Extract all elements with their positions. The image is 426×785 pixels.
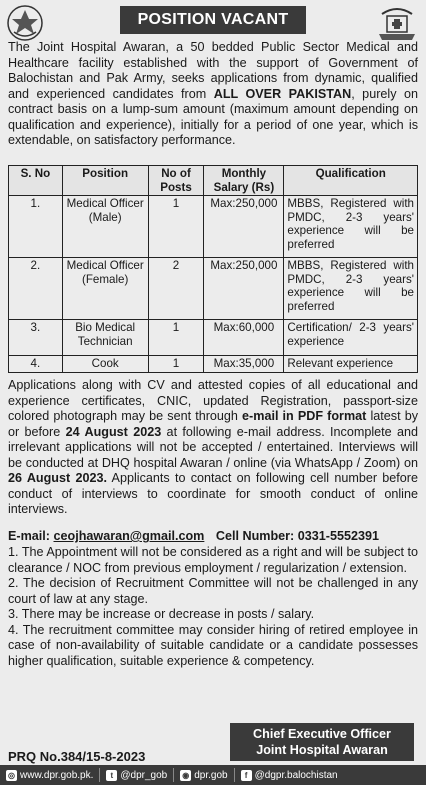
- header-salary: Monthly Salary (Rs): [204, 166, 284, 196]
- intro-text-2: , purely on contract basis on a lump-sum amount (maximum amount depending on qualification and experience), initially for a period of one year, which is extendable, on satisfactory performance.: [8, 86, 418, 147]
- intro-emphasis: ALL OVER PAKISTAN: [213, 86, 352, 101]
- intro-paragraph: [8, 40, 418, 149]
- header: [0, 3, 426, 43]
- cell-posts: 1: [148, 196, 204, 258]
- cell-position: Medical Officer (Female): [62, 258, 148, 320]
- contact-line: [8, 529, 418, 545]
- instagram-handle: dpr.gob: [194, 769, 228, 781]
- cell-position: Medical Officer (Male): [62, 196, 148, 258]
- table-row: [9, 320, 418, 356]
- signatory-title: Chief Executive Officer: [253, 727, 391, 741]
- footer-twitter[interactable]: [100, 768, 174, 782]
- cell-qualification: MBBS, Registered with PMDC, 2-3 years' experience will be preferred: [284, 258, 418, 320]
- apply-interview-date: 26 August 2023.: [8, 471, 107, 485]
- cell-salary: Max:35,000: [204, 356, 284, 373]
- signatory-org: Joint Hospital Awaran: [256, 743, 388, 757]
- hospital-logo-icon: [374, 4, 420, 42]
- cell-posts: 1: [148, 320, 204, 356]
- footer-bar: [0, 765, 426, 785]
- facebook-icon: f: [241, 770, 252, 781]
- footer-facebook[interactable]: [235, 768, 344, 782]
- cell-qualification: Certification/ 2-3 years' experience: [284, 320, 418, 356]
- positions-table: [8, 165, 418, 373]
- cell-qualification: Relevant experience: [284, 356, 418, 373]
- twitter-handle: @dpr_gob: [120, 769, 168, 781]
- apply-text-4: Applicants to contact on following cell number before conduct of interviews to coordinate for smooth conduct of online interviews.: [8, 471, 418, 516]
- cell-qualification: MBBS, Registered with PMDC, 2-3 years' experience will be preferred: [284, 196, 418, 258]
- footer-instagram[interactable]: [174, 768, 234, 782]
- table-row: [9, 258, 418, 320]
- header-sno: S. No: [9, 166, 63, 196]
- cell-posts: 2: [148, 258, 204, 320]
- table-row: [9, 196, 418, 258]
- website-text: www.dpr.gob.pk.: [20, 769, 94, 781]
- apply-deadline: 24 August 2023: [65, 424, 162, 439]
- cell-position: Bio Medical Technician: [62, 320, 148, 356]
- apply-text-3: at following e-mail address. Incomplete and irrelevant applications will not be accepted / entertained. Interviews will be conducted at DHQ hospital Awaran / online (via WhatsApp / Zoom) on: [8, 424, 418, 470]
- cell-sno: 3.: [9, 320, 63, 356]
- apply-text-2: latest by or before: [8, 409, 418, 439]
- footer-website[interactable]: [0, 768, 100, 782]
- cell-salary: Max:60,000: [204, 320, 284, 356]
- cell-sno: 4.: [9, 356, 63, 373]
- email-link[interactable]: ceojhawaran@gmail.com: [53, 529, 205, 543]
- note-item: 2. The decision of Recruitment Committee will not be challenged in any court of law at any stage.: [8, 576, 418, 606]
- email-label: E-mail:: [8, 529, 54, 543]
- government-emblem-icon: [6, 4, 44, 42]
- note-item: 3. There may be increase or decrease in posts / salary.: [8, 607, 315, 621]
- note-item: 4. The recruitment committee may consider hiring of retired employee in case of non-availability of suitable candidate or a candidate possesses higher qualification, suitable experience & competency.: [8, 622, 418, 668]
- header-position: Position: [62, 166, 148, 196]
- note-item: 1. The Appointment will not be considered as a right and will be subject to clearance / NOC from previous employment / regularization / extension.: [8, 545, 418, 575]
- cell-number: 0331-5552391: [297, 529, 379, 543]
- header-qualification: Qualification: [284, 166, 418, 196]
- notes-list: [8, 545, 418, 669]
- cell-position: Cook: [62, 356, 148, 373]
- table-header-row: [9, 166, 418, 196]
- application-instructions: [8, 378, 418, 518]
- cell-posts: 1: [148, 356, 204, 373]
- cell-sno: 1.: [9, 196, 63, 258]
- apply-email-format: e-mail in PDF format: [242, 409, 367, 423]
- cell-label: Cell Number:: [215, 529, 298, 543]
- instagram-icon: ◉: [180, 770, 191, 781]
- cell-sno: 2.: [9, 258, 63, 320]
- twitter-icon: t: [106, 770, 117, 781]
- cell-salary: Max:250,000: [204, 258, 284, 320]
- cell-salary: Max:250,000: [204, 196, 284, 258]
- page-title: POSITION VACANT: [120, 6, 306, 34]
- header-posts: No of Posts: [148, 166, 204, 196]
- globe-icon: ◎: [6, 770, 17, 781]
- apply-text-1: Applications along with CV and attested copies of all educational and experience certificates, CNIC, updated Registration, passport-size colored photograph may be sent through: [8, 378, 418, 423]
- facebook-handle: @dgpr.balochistan: [254, 769, 338, 781]
- table-row: [9, 356, 418, 373]
- signatory-box: [230, 723, 414, 761]
- intro-text-1: The Joint Hospital Awaran, a 50 bedded Public Sector Medical and Healthcare facility established with the support of Government of Balochistan and Pak Army, seeks applications from dynamic, qualified and experienced candidates from: [8, 40, 418, 101]
- prq-number: PRQ No.384/15-8-2023: [8, 749, 146, 764]
